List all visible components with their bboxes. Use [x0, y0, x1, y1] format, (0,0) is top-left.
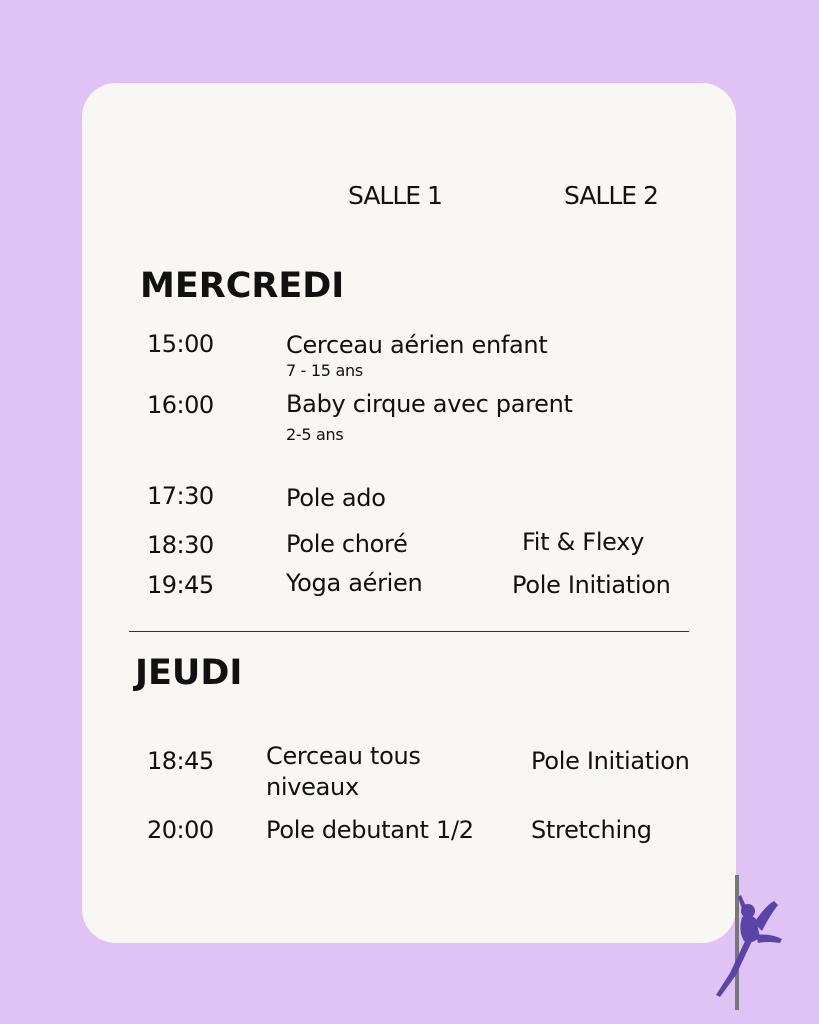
class-name-room1: Cerceau tous niveaux	[266, 742, 421, 801]
class-age-note: 2-5 ans	[286, 425, 344, 444]
class-name-room2: Stretching	[531, 816, 652, 844]
class-name-room1: Pole debutant 1/2	[266, 816, 474, 844]
schedule-card	[82, 83, 736, 943]
class-age-note: 7 - 15 ans	[286, 361, 363, 380]
time-slot: 20:00	[147, 816, 214, 844]
column-header-room1: SALLE 1	[348, 181, 442, 210]
day-title-thursday: JEUDI	[135, 653, 243, 693]
time-slot: 17:30	[147, 482, 214, 510]
class-name-room1: Yoga aérien	[286, 569, 423, 597]
class-name-room1: Cerceau aérien enfant	[286, 331, 548, 359]
time-slot: 15:00	[147, 330, 214, 358]
day-divider	[129, 631, 689, 632]
class-name-room1: Pole choré	[286, 530, 408, 558]
class-name-room2: Pole Initiation	[531, 747, 690, 775]
class-name-room1: Pole ado	[286, 484, 386, 512]
time-slot: 18:30	[147, 531, 214, 559]
pole-dancer-icon	[700, 875, 790, 1015]
time-slot: 16:00	[147, 391, 214, 419]
time-slot: 18:45	[147, 747, 214, 775]
class-name-room2: Pole Initiation	[512, 571, 671, 599]
day-title-wednesday: MERCREDI	[140, 266, 345, 306]
time-slot: 19:45	[147, 571, 214, 599]
class-name-room1: Baby cirque avec parent	[286, 390, 573, 418]
column-header-room2: SALLE 2	[564, 181, 658, 210]
class-name-room2: Fit & Flexy	[522, 528, 645, 556]
